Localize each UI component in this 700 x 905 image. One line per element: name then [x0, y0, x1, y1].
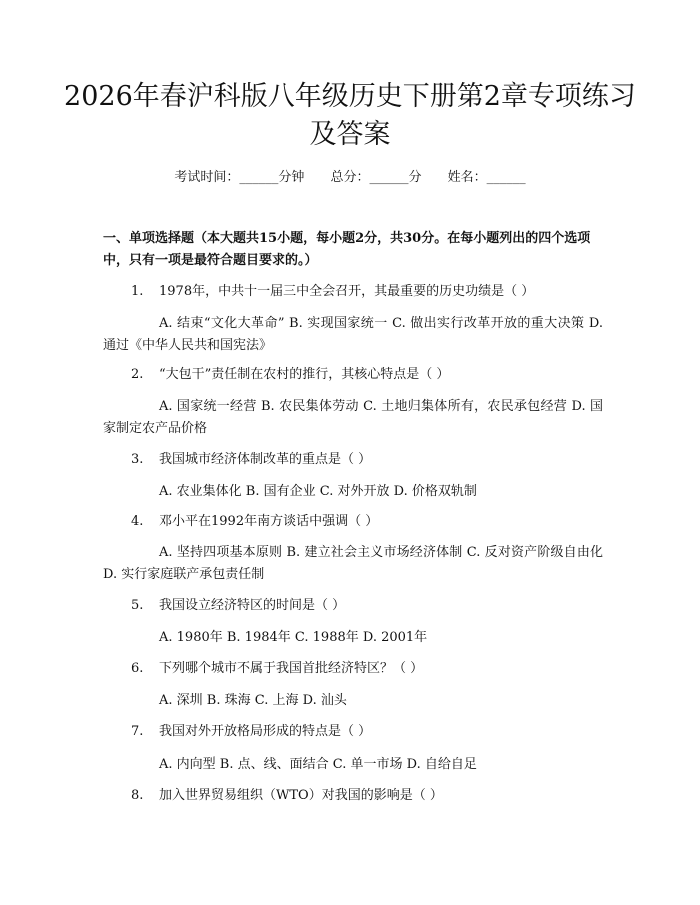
- question-2-options: A. 国家统一经营 B. 农民集体劳动 C. 土地归集体所有，农民承包经营 D. 国家制定农产品价格: [103, 399, 603, 436]
- question-7-options: A. 内向型 B. 点、线、面结合 C. 单一市场 D. 自给自足: [159, 757, 477, 772]
- question-text: 我国对外开放格局形成的特点是（ ）: [159, 724, 372, 739]
- question-text: “大包干”责任制在农村的推行，其核心特点是（ ）: [159, 367, 450, 382]
- document-title: 2026年春沪科版八年级历史下册第2章专项练习及答案: [64, 81, 636, 150]
- question-number: 5.: [131, 598, 144, 613]
- question-text: 加入世界贸易组织（WTO）对我国的影响是（ ）: [159, 788, 443, 803]
- question-1-options: A. 结束“文化大革命” B. 实现国家统一 C. 做出实行改革开放的重大决策 D. 通过《中华人民共和国宪法》: [103, 316, 603, 353]
- question-5: [131, 596, 601, 616]
- question-number: 7.: [131, 724, 144, 739]
- question-text: 1978年，中共十一届三中全会召开，其最重要的历史功绩是（ ）: [159, 284, 535, 299]
- question-text: 下列哪个城市不属于我国首批经济特区？（ ）: [159, 661, 424, 676]
- exam-meta: [0, 168, 700, 188]
- question-1: [131, 282, 601, 302]
- question-number: 4.: [131, 514, 144, 529]
- question-text: 我国设立经济特区的时间是（ ）: [159, 598, 346, 613]
- question-2: [131, 365, 601, 385]
- time-label: 考试时间：______分钟: [174, 170, 305, 185]
- section-heading: 一、单项选择题（本大题共15小题，每小题2分，共30分。在每小题列出的四个选项中，只有一项是最符合题目要求的。）: [103, 231, 591, 268]
- question-number: 6.: [131, 661, 144, 676]
- score-label: 总分：______分: [330, 170, 422, 185]
- question-number: 3.: [131, 452, 144, 467]
- question-3: [131, 450, 601, 470]
- question-4-options: A. 坚持四项基本原则 B. 建立社会主义市场经济体制 C. 反对资产阶级自由化 D. 实行家庭联产承包责任制: [103, 545, 603, 582]
- name-label: 姓名：______: [447, 170, 526, 185]
- question-6: [131, 659, 601, 679]
- question-6-options: A. 深圳 B. 珠海 C. 上海 D. 汕头: [159, 693, 347, 708]
- question-text: 邓小平在1992年南方谈话中强调（ ）: [159, 514, 379, 529]
- question-number: 2.: [131, 367, 144, 382]
- question-3-options: A. 农业集体化 B. 国有企业 C. 对外开放 D. 价格双轨制: [159, 484, 477, 499]
- question-5-options: A. 1980年 B. 1984年 C. 1988年 D. 2001年: [159, 630, 428, 645]
- question-7: [131, 722, 601, 742]
- question-number: 8.: [131, 788, 144, 803]
- question-number: 1.: [131, 284, 144, 299]
- question-8: [131, 786, 601, 806]
- question-text: 我国城市经济体制改革的重点是（ ）: [159, 452, 372, 467]
- question-4: [131, 512, 601, 532]
